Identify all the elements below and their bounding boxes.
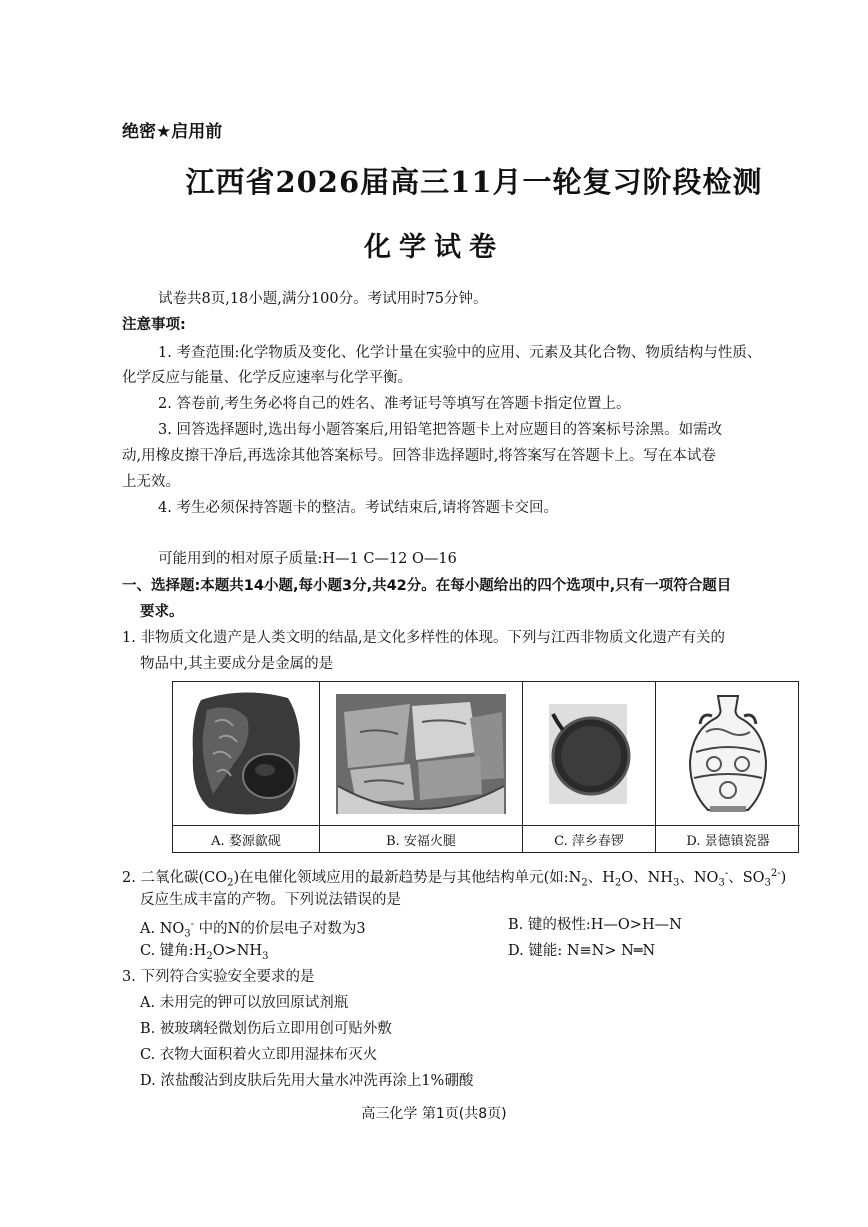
q2-option-d[interactable]: D. 键能: N≡N> N═N	[508, 943, 656, 959]
q1-stem: 1. 非物质文化遗产是人类文明的结晶,是文化多样性的体现。下列与江西非物质文化遗产有关的	[122, 630, 726, 646]
porcelain-vase-image	[656, 682, 800, 825]
q1-caption-a: A. 婺源歙砚	[173, 825, 319, 852]
gong-image	[523, 682, 655, 825]
q1-option-a	[173, 682, 320, 852]
q1-image-table	[172, 681, 799, 853]
inkstone-image	[173, 682, 319, 825]
q2-option-b[interactable]: B. 键的极性:H—O>H—N	[508, 917, 682, 933]
q1-stem-cont: 物品中,其主要成分是金属的是	[140, 656, 334, 672]
notice-3c: 上无效。	[122, 474, 180, 490]
notice-4: 4. 考生必须保持答题卡的整洁。考试结束后,请将答题卡交回。	[158, 500, 559, 516]
q2-option-c[interactable]: C. 键角$:H_2O>NH_3$	[140, 943, 269, 962]
notice-title: 注意事项:	[122, 317, 186, 333]
notice-2: 2. 答卷前,考生务必将自己的姓名、准考证号等填写在答题卡指定位置上。	[158, 396, 631, 412]
notice-1b: 化学反应与能量、化学反应速率与化学平衡。	[122, 370, 412, 386]
q3-option-d[interactable]: D. 浓盐酸沾到皮肤后先用大量水冲洗再涂上1%硼酸	[140, 1073, 474, 1089]
exam-title: 江西省2026届高三11月一轮复习阶段检测	[185, 165, 763, 199]
q1-option-c	[523, 682, 656, 852]
q2-stem-cont: 反应生成丰富的产物。下列说法错误的是	[140, 892, 401, 908]
q1-option-b	[320, 682, 523, 852]
section1-heading-cont: 要求。	[140, 604, 184, 620]
atomic-mass: 可能用到的相对原子质量:H—1 C—12 O—16	[158, 551, 457, 567]
q3-option-b[interactable]: B. 被玻璃轻微划伤后立即用创可贴外敷	[140, 1021, 392, 1037]
secret-label: 绝密★启用前	[122, 122, 223, 142]
notice-3a: 3. 回答选择题时,选出每小题答案后,用铅笔把答题卡上对应题目的答案标号涂黑。如需改	[158, 422, 723, 438]
notice-3b: 动,用橡皮擦干净后,再选涂其他答案标号。回答非选择题时,将答案写在答题卡上。写在本试卷	[122, 448, 716, 464]
q1-caption-b: B. 安福火腿	[320, 825, 522, 852]
ham-image	[320, 682, 522, 825]
q3-option-a[interactable]: A. 未用完的钾可以放回原试剂瓶	[140, 995, 349, 1011]
q1-caption-c: C. 萍乡春锣	[523, 825, 655, 852]
exam-subject: 化学试卷	[364, 232, 504, 263]
q1-caption-d: D. 景德镇瓷器	[656, 825, 800, 852]
q2-stem: 2. 二氧化碳$(CO_2)$在电催化领域应用的最新趋势是与其他结构单元(如$:N_2$、$H_2O$、$NH_3$、$NO_3^-$、$SO_3^{2-}$)	[122, 868, 787, 889]
q1-option-d	[656, 682, 800, 852]
notice-1a: 1. 考查范围:化学物质及变化、化学计量在实验中的应用、元素及其化合物、物质结构与性质、	[158, 345, 762, 361]
q2-option-a[interactable]: A. $NO_3^-$ 中的N的价层电子对数为3	[140, 919, 366, 940]
q3-option-c[interactable]: C. 衣物大面积着火立即用湿抹布灭火	[140, 1047, 378, 1063]
section1-heading: 一、选择题:本题共14小题,每小题3分,共42分。在每小题给出的四个选项中,只有一项符合题目	[122, 578, 732, 594]
q3-stem: 3. 下列符合实验安全要求的是	[122, 969, 315, 985]
intro-text: 试卷共8页,18小题,满分100分。考试用时75分钟。	[158, 291, 488, 307]
page-footer: 高三化学 第1页(共8页)	[361, 1106, 507, 1122]
